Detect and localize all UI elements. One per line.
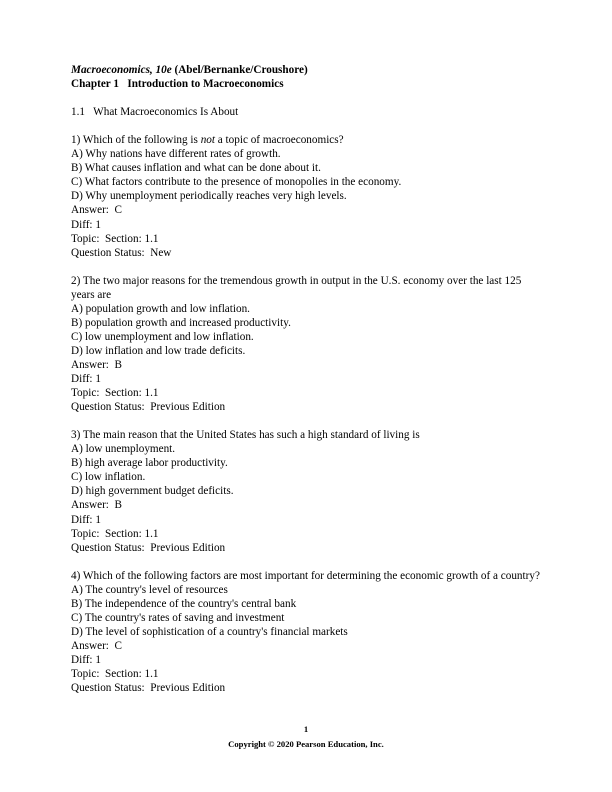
choice-a: A) Why nations have different rates of growth. <box>71 148 281 161</box>
choice-d: D) Why unemployment periodically reaches very high levels. <box>71 190 347 203</box>
answer-line: Answer: C <box>71 204 122 217</box>
book-title-line <box>71 63 541 77</box>
choice-b: B) high average labor productivity. <box>71 457 228 470</box>
difficulty-line: Diff: 1 <box>71 513 101 526</box>
question-stem-prefix: 4) Which of the following factors are most important for determining the economic growth of a country? <box>71 569 540 582</box>
choice-c: C) The country's rates of saving and investment <box>71 611 285 624</box>
topic-line: Topic: Section: 1.1 <box>71 387 159 400</box>
question-status-line: Question Status: Previous Edition <box>71 541 226 554</box>
choice-a: A) population growth and low inflation. <box>71 302 250 315</box>
choice-d: D) The level of sophistication of a country's financial markets <box>71 625 348 638</box>
answer-line: Answer: B <box>71 499 122 512</box>
question-stem <box>71 428 541 442</box>
book-title: Macroeconomics, 10e <box>71 64 172 76</box>
difficulty-line: Diff: 1 <box>71 373 101 386</box>
choice-b: B) population growth and increased productivity. <box>71 316 291 329</box>
choice-d: D) low inflation and low trade deficits. <box>71 344 246 357</box>
question-stem-emphasis: not <box>200 134 215 147</box>
section-heading: 1.1 What Macroeconomics Is About <box>71 106 239 119</box>
topic-line: Topic: Section: 1.1 <box>71 527 159 540</box>
topic-line: Topic: Section: 1.1 <box>71 232 159 245</box>
question-stem <box>71 133 541 147</box>
question-status-line: Question Status: New <box>71 246 172 259</box>
question-status-line: Question Status: Previous Edition <box>71 401 226 414</box>
question-block <box>71 569 541 695</box>
choice-c: C) low inflation. <box>71 471 146 484</box>
choice-b: B) The independence of the country's central bank <box>71 597 297 610</box>
question-stem-suffix: a topic of macroeconomics? <box>214 134 344 147</box>
question-stem <box>71 274 541 302</box>
question-status-line: Question Status: Previous Edition <box>71 682 226 695</box>
answer-line: Answer: C <box>71 639 122 652</box>
question-block <box>71 428 541 554</box>
question-spacer <box>71 260 541 274</box>
question-block <box>71 274 541 414</box>
question-stem <box>71 569 541 583</box>
question-spacer <box>71 555 541 569</box>
answer-line: Answer: B <box>71 358 122 371</box>
page-content <box>71 63 541 695</box>
choice-c: C) low unemployment and low inflation. <box>71 330 254 343</box>
page-footer <box>0 724 612 750</box>
question-spacer <box>71 414 541 428</box>
choice-d: D) high government budget deficits. <box>71 485 234 498</box>
topic-line: Topic: Section: 1.1 <box>71 668 159 681</box>
question-stem-prefix: 2) The two major reasons for the tremendous growth in output in the U.S. economy over the last 125 years are <box>71 274 525 301</box>
choice-a: A) low unemployment. <box>71 443 176 456</box>
question-stem-prefix: 1) Which of the following is <box>71 134 201 147</box>
choice-a: A) The country's level of resources <box>71 583 228 596</box>
header-spacer <box>71 91 541 105</box>
chapter-title: Chapter 1 Introduction to Macroeconomics <box>71 78 284 91</box>
question-stem-prefix: 3) The main reason that the United States has such a high standard of living is <box>71 429 420 442</box>
book-authors: (Abel/Bernanke/Croushore) <box>171 64 308 76</box>
choice-c: C) What factors contribute to the presence of monopolies in the economy. <box>71 176 402 189</box>
choice-b: B) What causes inflation and what can be done about it. <box>71 162 321 175</box>
difficulty-line: Diff: 1 <box>71 653 101 666</box>
question-block <box>71 133 541 259</box>
copyright-notice: Copyright © 2020 Pearson Education, Inc. <box>228 739 384 749</box>
page-number: 1 <box>303 724 309 734</box>
difficulty-line: Diff: 1 <box>71 218 101 231</box>
section-spacer <box>71 119 541 133</box>
